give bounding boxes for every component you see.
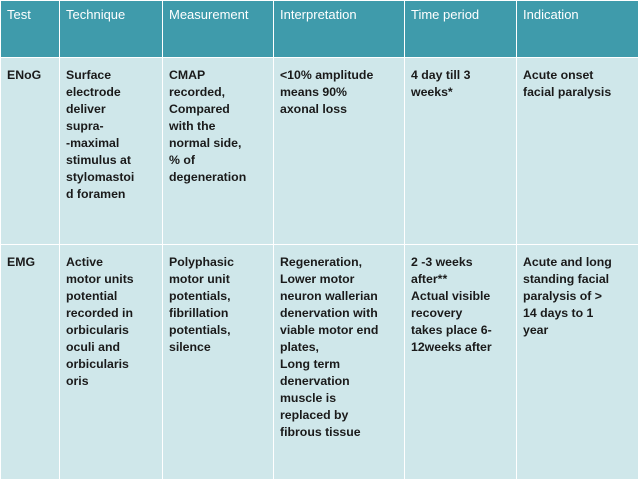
cell-line: recorded,	[169, 84, 267, 101]
table-row	[1, 245, 638, 480]
cell-line: Compared	[169, 101, 267, 118]
cell-line: CMAP	[169, 67, 267, 84]
cell-line: 12weeks after	[411, 339, 510, 356]
cell-line: plates,	[280, 339, 398, 356]
cell-line: with the	[169, 118, 267, 135]
table-row	[1, 58, 638, 245]
cell-line: electrode	[66, 84, 156, 101]
cell-line: Acute onset	[523, 67, 632, 84]
header-test: Test	[1, 1, 60, 58]
cell-line: motor units	[66, 271, 156, 288]
cell-line: fibrous tissue	[280, 424, 398, 441]
cell-line: ENoG	[7, 67, 53, 84]
header-measurement: Measurement	[163, 1, 274, 58]
cell-interpretation	[274, 58, 405, 245]
cell-line: normal side,	[169, 135, 267, 152]
cell-line: muscle is	[280, 390, 398, 407]
cell-time-period	[405, 245, 517, 480]
cell-line: supra-	[66, 118, 156, 135]
cell-line: orbicularis	[66, 356, 156, 373]
cell-line: Regeneration,	[280, 254, 398, 271]
cell-line: Acute and long	[523, 254, 632, 271]
header-indication: Indication	[517, 1, 638, 58]
cell-line: 14 days to 1	[523, 305, 632, 322]
header-technique: Technique	[60, 1, 163, 58]
cell-line: standing facial	[523, 271, 632, 288]
cell-line: after**	[411, 271, 510, 288]
cell-line: EMG	[7, 254, 53, 271]
cell-line: silence	[169, 339, 267, 356]
cell-line: potentials,	[169, 288, 267, 305]
cell-line: orbicularis	[66, 322, 156, 339]
cell-line: denervation with	[280, 305, 398, 322]
cell-line: degeneration	[169, 169, 267, 186]
cell-line: neuron wallerian	[280, 288, 398, 305]
cell-line: oris	[66, 373, 156, 390]
cell-test	[1, 245, 60, 480]
cell-line: viable motor end	[280, 322, 398, 339]
cell-line: 4 day till 3	[411, 67, 510, 84]
cell-test	[1, 58, 60, 245]
cell-measurement	[163, 245, 274, 480]
cell-line: axonal loss	[280, 101, 398, 118]
cell-line: -maximal	[66, 135, 156, 152]
cell-indication	[517, 245, 638, 480]
cell-line: potentials,	[169, 322, 267, 339]
header-time-period: Time period	[405, 1, 517, 58]
cell-line: Surface	[66, 67, 156, 84]
cell-line: recorded in	[66, 305, 156, 322]
cell-line: Actual visible	[411, 288, 510, 305]
cell-line: % of	[169, 152, 267, 169]
cell-line: stylomastoi	[66, 169, 156, 186]
cell-line: facial paralysis	[523, 84, 632, 101]
cell-measurement	[163, 58, 274, 245]
cell-line: fibrillation	[169, 305, 267, 322]
cell-interpretation	[274, 245, 405, 480]
cell-line: year	[523, 322, 632, 339]
cell-line: 2 -3 weeks	[411, 254, 510, 271]
cell-technique	[60, 245, 163, 480]
cell-line: d foramen	[66, 186, 156, 203]
header-interpretation: Interpretation	[274, 1, 405, 58]
cell-line: deliver	[66, 101, 156, 118]
header-row	[1, 1, 638, 58]
cell-line: Active	[66, 254, 156, 271]
cell-line: Polyphasic	[169, 254, 267, 271]
cell-line: means 90%	[280, 84, 398, 101]
cell-line: <10% amplitude	[280, 67, 398, 84]
cell-indication	[517, 58, 638, 245]
cell-line: weeks*	[411, 84, 510, 101]
cell-time-period	[405, 58, 517, 245]
cell-line: replaced by	[280, 407, 398, 424]
cell-line: stimulus at	[66, 152, 156, 169]
cell-technique	[60, 58, 163, 245]
cell-line: Long term	[280, 356, 398, 373]
cell-line: recovery	[411, 305, 510, 322]
cell-line: oculi and	[66, 339, 156, 356]
cell-line: takes place 6-	[411, 322, 510, 339]
cell-line: Lower motor	[280, 271, 398, 288]
cell-line: motor unit	[169, 271, 267, 288]
cell-line: potential	[66, 288, 156, 305]
cell-line: denervation	[280, 373, 398, 390]
cell-line: paralysis of >	[523, 288, 632, 305]
